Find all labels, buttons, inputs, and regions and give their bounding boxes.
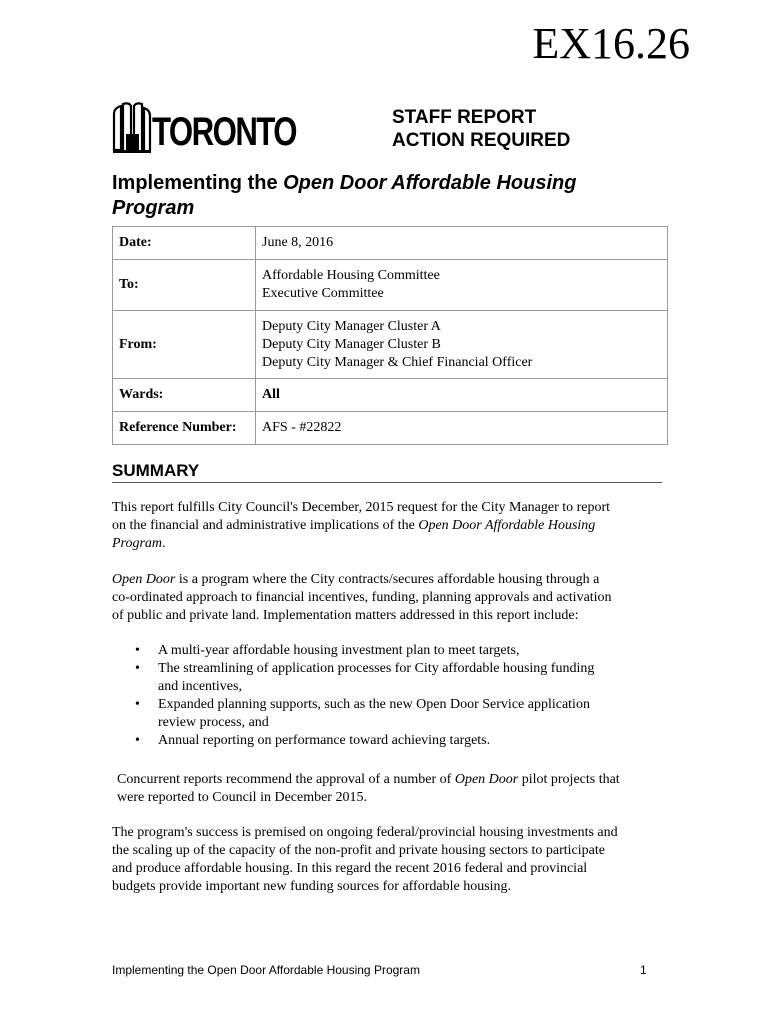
italic-text: Open Door Affordable Housing (418, 518, 596, 533)
toronto-logo (112, 100, 296, 154)
meta-label-to: To: (113, 260, 256, 311)
city-hall-icon (112, 100, 152, 154)
meta-row-wards (113, 379, 668, 412)
list-item-text: and incentives, (158, 679, 242, 694)
text-line: budgets provide important new funding sources for affordable housing. (112, 879, 512, 894)
summary-divider (112, 482, 662, 483)
sender: Deputy City Manager & Chief Financial Officer (262, 354, 533, 370)
meta-row-reference (113, 412, 668, 445)
text-line: of public and private land. Implementation matters addressed in this report include: (112, 608, 579, 623)
summary-paragraph-1 (112, 499, 672, 553)
implementation-matters-list (118, 642, 658, 750)
text-line: is a program where the City contracts/secures affordable housing through a (175, 572, 600, 587)
meta-label-wards: Wards: (113, 379, 256, 412)
report-type (392, 106, 570, 152)
text-line: This report fulfills City Council's December, 2015 request for the City Manager to report (112, 500, 611, 515)
meta-row-to (113, 260, 668, 311)
report-metadata-table (112, 226, 668, 445)
list-item-text: The streamlining of application processes for City affordable housing funding (158, 661, 595, 676)
logo-wordmark: TORONTO (152, 110, 296, 154)
meta-label-date: Date: (113, 227, 256, 260)
text-line: were reported to Council in December 2015. (117, 790, 367, 805)
meta-label-from: From: (113, 311, 256, 379)
italic-text: Open Door (454, 772, 519, 787)
list-item-text: Expanded planning supports, such as the new Open Door Service application (158, 697, 590, 712)
text-line: pilot projects that (518, 772, 620, 787)
list-item (118, 696, 658, 732)
report-title (112, 171, 632, 221)
meta-value-date: June 8, 2016 (256, 227, 668, 260)
title-line-2: Program (112, 197, 195, 219)
text-line: and produce affordable housing. In this regard the recent 2016 federal and provincial (112, 861, 588, 876)
meta-value-reference: AFS - #22822 (256, 412, 668, 445)
sender: Deputy City Manager Cluster A (262, 318, 441, 334)
text-line: co-ordinated approach to financial incentives, funding, planning approvals and activation (112, 590, 612, 605)
italic-text: Program (112, 536, 163, 551)
bullet-icon: • (135, 661, 140, 676)
text-line: . (162, 536, 166, 551)
text-line: The program's success is premised on ongoing federal/provincial housing investments and (112, 825, 618, 840)
report-type-line-2: ACTION REQUIRED (392, 130, 571, 151)
recipient: Executive Committee (262, 286, 384, 301)
page-number: 1 (640, 963, 647, 977)
bullet-icon: • (135, 697, 140, 712)
meta-label-reference: Reference Number: (113, 412, 256, 445)
meta-value-wards: All (256, 379, 668, 412)
meta-row-from (113, 311, 668, 379)
summary-paragraph-3 (117, 771, 677, 807)
footer-title: Implementing the Open Door Affordable Housing Program (112, 963, 420, 977)
sender: Deputy City Manager Cluster B (262, 336, 441, 352)
list-item (118, 660, 658, 696)
document-number: EX16.26 (532, 19, 690, 68)
report-type-line-1: STAFF REPORT (392, 107, 537, 128)
summary-paragraph-2 (112, 571, 672, 625)
bullet-icon: • (135, 733, 140, 748)
text-line: on the financial and administrative implications of the (112, 518, 419, 533)
list-item (118, 732, 658, 750)
meta-value-from (256, 311, 668, 379)
text-line: Concurrent reports recommend the approval of a number of (117, 772, 455, 787)
list-item (118, 642, 658, 660)
recipient: Affordable Housing Committee (262, 268, 440, 283)
text-line: the scaling up of the capacity of the non-profit and private housing sectors to participate (112, 843, 605, 858)
list-item-text: A multi-year affordable housing investment plan to meet targets, (158, 643, 520, 658)
meta-value-to (256, 260, 668, 311)
meta-row-date (113, 227, 668, 260)
title-prefix: Implementing the (112, 172, 284, 194)
summary-heading: SUMMARY (112, 461, 200, 480)
summary-paragraph-4 (112, 824, 672, 896)
bullet-icon: • (135, 643, 140, 658)
italic-text: Open Door (112, 572, 176, 587)
list-item-text: review process, and (158, 715, 269, 730)
title-italic: Open Door Affordable Housing (283, 172, 577, 194)
list-item-text: Annual reporting on performance toward achieving targets. (158, 733, 491, 748)
